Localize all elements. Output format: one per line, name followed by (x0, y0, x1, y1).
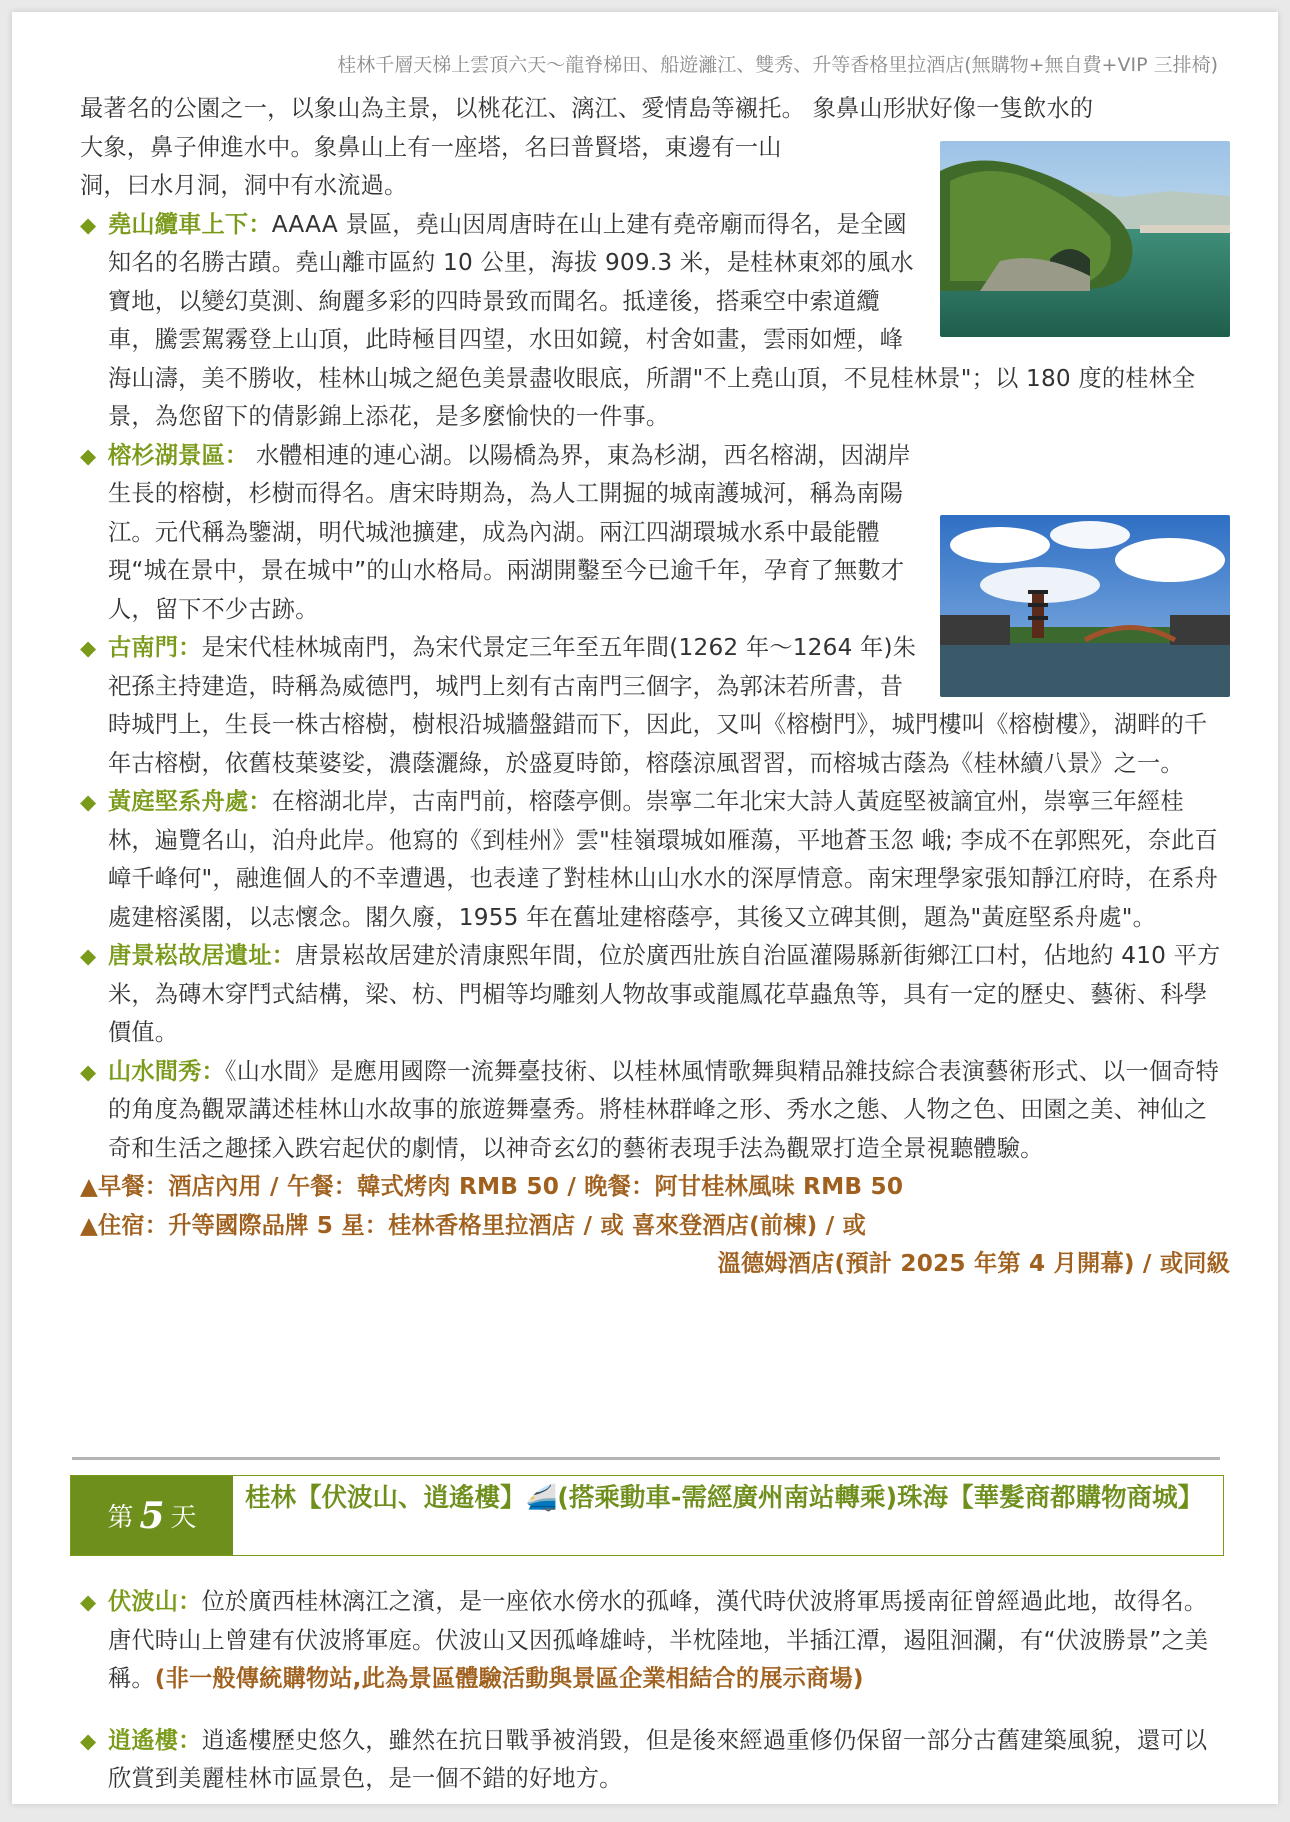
list-item (80, 1583, 1230, 1699)
section-divider (72, 1457, 1220, 1460)
item-title: 黃庭堅系舟處： (108, 788, 272, 815)
item-body: 唐景崧故居建於清康熙年間，位於廣西壯族自治區灌陽縣新街鄉江口村，佔地約 410 平方米，為磚木穿鬥式結構，梁、枋、門楣等均雕刻人物故事或龍鳳花草蟲魚等，具有一定的歷史、藝術、科學價值。 (108, 942, 1221, 1046)
day-content (80, 1560, 1230, 1822)
diamond-bullet-icon: ◆ (80, 636, 97, 660)
item-body: 逍遙樓歷史悠久，雖然在抗日戰爭被消毀，但是後來經過重修仍保留一部分古舊建築風貌，還可以欣賞到美麗桂林市區景色，是一個不錯的好地方。 (108, 1726, 1208, 1793)
diamond-bullet-icon: ◆ (80, 944, 97, 968)
diamond-bullet-icon: ◆ (80, 212, 97, 237)
item-title: 唐景崧故居遺址： (108, 942, 296, 969)
day-number-badge (71, 1476, 233, 1555)
diamond-bullet-icon: ◆ (80, 1590, 97, 1615)
diamond-bullet-icon: ◆ (80, 443, 97, 468)
main-content (80, 90, 1230, 1284)
page (12, 12, 1278, 1804)
day-prefix: 第 (107, 1503, 134, 1533)
list-item (80, 1722, 1230, 1799)
item-body: AAAA 景區，堯山因周唐時在山上建有堯帝廟而得名，是全國知名的名勝古蹟。堯山離市區約 10 公里，海拔 909.3 米，是桂林東郊的風水寶地，以變幻莫測、絢麗多彩的四時景致而聞名。抵達後，搭乘空中索道纜車，騰雲駕霧登上山頂，此時極目四望，水田如鏡，村舍如畫，雲雨如煙，峰海山濤，美不勝收，桂林山城之絕色美景盡收眼底，所謂"不上堯山頂，不見桂林景"；以 180 度的桂林全景，為您留下的倩影錦上添花，是多麼愉快的一件事。 (108, 210, 1196, 430)
list-item (80, 206, 1230, 437)
diamond-bullet-icon: ◆ (80, 1059, 97, 1084)
day-suffix: 天 (170, 1503, 197, 1533)
item-title: 榕杉湖景區： (108, 441, 249, 469)
list-item (80, 437, 1230, 630)
item-body: 位於廣西桂林漓江之濱，是一座依水傍水的孤峰，漢代時伏波將軍馬援南征曾經過此地，故得名。唐代時山上曾建有伏波將軍庭。伏波山又因孤峰雄峙，半枕陸地，半插江潭，遏阻洄瀾，有“伏波勝景”之美稱。 (108, 1588, 1209, 1693)
list-item (80, 783, 1230, 937)
item-title: 堯山纜車上下： (108, 210, 272, 238)
day-title: 桂林【伏波山、逍遙樓】🚄(搭乘動車-需經廣州南站轉乘)珠海【華髮商都購物商城】 (233, 1476, 1223, 1555)
item-body: 水體相連的連心湖。以陽橋為界，東為杉湖，西名榕湖，因湖岸生長的榕樹，杉樹而得名。唐宋時期為，為人工開掘的城南護城河，稱為南陽江。元代稱為鑒湖，明代城池擴建，成為內湖。兩江四湖環城水系中最能體現“城在景中，景在城中”的山水格局。兩湖開鑿至今已逾千年，孕育了無數才人，留下不少古跡。 (108, 441, 911, 623)
list-item (80, 629, 1230, 783)
item-body: 是宋代桂林城南門，為宋代景定三年至五年間(1262 年～1264 年)朱祀孫主持建造，時稱為威德門，城門上刻有古南門三個字，為郭沫若所書，昔時城門上，生長一株古榕樹，樹根沿城牆盤錯而下，因此，又叫《榕樹門》，城門樓叫《榕樹樓》，湖畔的千年古榕樹，依舊枝葉婆娑，濃蔭灑綠，於盛夏時節，榕蔭涼風習習，而榕城古蔭為《桂林續八景》之一。 (108, 634, 1208, 777)
item-title: 古南門： (108, 634, 202, 661)
item-note: (非一般傳統購物站,此為景區體驗活動與景區企業相結合的展示商場) (154, 1665, 864, 1693)
hotel-line-2: 溫德姆酒店(預計 2025 年第 4 月開幕) / 或同級 (717, 1250, 1230, 1277)
item-title: 伏波山： (108, 1588, 202, 1616)
item-title: 山水間秀： (108, 1057, 225, 1085)
day-number: 5 (139, 1494, 165, 1537)
page-header: 桂林千層天梯上雲頂六天～龍脊梯田、船遊灕江、雙秀、升等香格里拉酒店(無購物+無自費+VIP 三排椅) (337, 54, 1218, 76)
list-item (80, 1053, 1230, 1169)
diamond-bullet-icon: ◆ (80, 1728, 97, 1753)
meals-line: ▲早餐：酒店內用 / 午餐：韓式烤肉 RMB 50 / 晚餐：阿甘桂林風味 RMB 50 (80, 1173, 904, 1200)
list-item (80, 937, 1230, 1053)
day-header (70, 1475, 1224, 1556)
intro-line-3: 洞，曰水月洞，洞中有水流過。 (80, 172, 408, 199)
item-body: 在榕湖北岸，古南門前，榕蔭亭側。崇寧二年北宋大詩人黃庭堅被謫宜州，崇寧三年經桂林，遍覽名山，泊舟此岸。他寫的《到桂州》雲"桂嶺環城如雁蕩，平地蒼玉忽 峨; 李成不在郭熙死，奈此百嶂千峰何"，融進個人的不幸遭遇，也表達了對桂林山山水水的深厚情意。南宋理學家張知靜江府時，在系舟處建榕溪閣，以志懷念。閣久廢，1955 年在舊址建榕蔭亭，其後又立碑其側，題為"黃庭堅系舟處"。 (108, 788, 1219, 931)
diamond-bullet-icon: ◆ (80, 790, 97, 814)
intro-line-1: 最著名的公園之一，以象山為主景，以桃花江、漓江、愛情島等襯托。 象鼻山形狀好像一隻飲水的 (80, 95, 1094, 122)
intro-line-2: 大象，鼻子伸進水中。象鼻山上有一座塔，名曰普賢塔，東邊有一山 (80, 133, 782, 161)
item-body: 《山水間》是應用國際一流舞臺技術、以桂林風情歌舞與精品雜技綜合表演藝術形式、以一個奇特的角度為觀眾講述桂林山水故事的旅遊舞臺秀。將桂林群峰之形、秀水之態、人物之色、田園之美、神仙之奇和生活之趣揉入跌宕起伏的劇情，以神奇玄幻的藝術表現手法為觀眾打造全景視聽體驗。 (108, 1057, 1219, 1162)
item-title: 逍遙樓： (108, 1726, 202, 1754)
hotel-line-1: ▲住宿：升等國際品牌 5 星：桂林香格里拉酒店 / 或 喜來登酒店(前棟) / 或 (80, 1211, 867, 1239)
